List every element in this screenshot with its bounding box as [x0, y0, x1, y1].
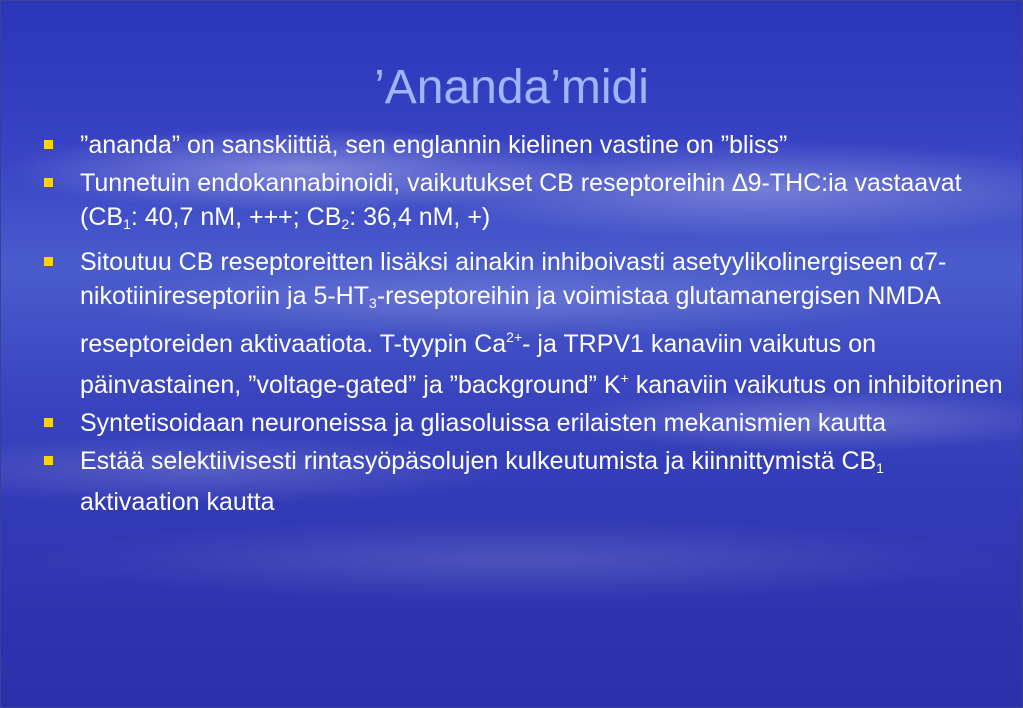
- square-bullet-icon: [44, 418, 53, 427]
- subscript: 2: [341, 216, 350, 232]
- superscript: +: [620, 370, 629, 386]
- bullet-text-part: : 40,7 nM, +++; CB: [130, 203, 342, 231]
- bullet-text-part: 7-nikotiinireseptoriin ja 5-HT: [80, 248, 947, 310]
- bullet-text-part: aktivaation kautta: [80, 488, 275, 516]
- bullet-text-part: Estää selektiivisesti rintasyöpäsolujen kulkeutumista ja kiinnittymistä CB: [80, 447, 877, 475]
- bullet-item-endocannabinoid: [44, 166, 1004, 241]
- bullet-item-ananda: [44, 128, 1004, 162]
- slide-title: ’Ananda’midi: [374, 61, 649, 114]
- subscript: 1: [876, 460, 884, 476]
- bullet-text-part: -reseptoreihin ja voimistaa glutamanergisen NMDA reseptoreiden aktivaatiota. T-tyypin Ca: [80, 282, 940, 358]
- bullet-text-part: Sitoutuu CB reseptoreitten lisäksi ainakin inhiboivasti asetyylikolinergiseen: [80, 248, 910, 276]
- bullet-item-binding: [44, 245, 1004, 402]
- bullet-text: ”ananda” on sanskiittiä, sen englannin kielinen vastine on ”bliss”: [80, 131, 788, 159]
- square-bullet-icon: [44, 178, 53, 187]
- bullet-text-part: kanaviin vaikutus on inhibitorinen: [628, 371, 1003, 399]
- bullet-text-part: 9-THC:ia vastaavat (CB: [80, 169, 962, 231]
- bullet-text-part: : 36,4 nM, +): [349, 203, 491, 231]
- square-bullet-icon: [44, 257, 53, 266]
- alpha-symbol: α: [909, 248, 925, 276]
- delta-symbol: ∆: [732, 169, 748, 197]
- subscript: 1: [123, 216, 131, 232]
- bullet-list: [44, 128, 1004, 523]
- bullet-text-part: Tunnetuin endokannabinoidi, vaikutukset CB reseptoreihin: [80, 169, 733, 197]
- bullet-text: Syntetisoidaan neuroneissa ja gliasoluissa erilaisten mekanismien kautta: [80, 409, 887, 437]
- square-bullet-icon: [44, 140, 53, 149]
- subscript: 3: [369, 295, 377, 311]
- bullet-item-inhibition: [44, 444, 1004, 519]
- square-bullet-icon: [44, 456, 53, 465]
- bullet-item-synthesis: [44, 406, 1004, 440]
- bullet-text-part: - ja TRPV1 kanaviin vaikutus on päinvastainen, ”voltage-gated” ja ”background” K: [80, 330, 877, 399]
- superscript: 2+: [506, 329, 523, 345]
